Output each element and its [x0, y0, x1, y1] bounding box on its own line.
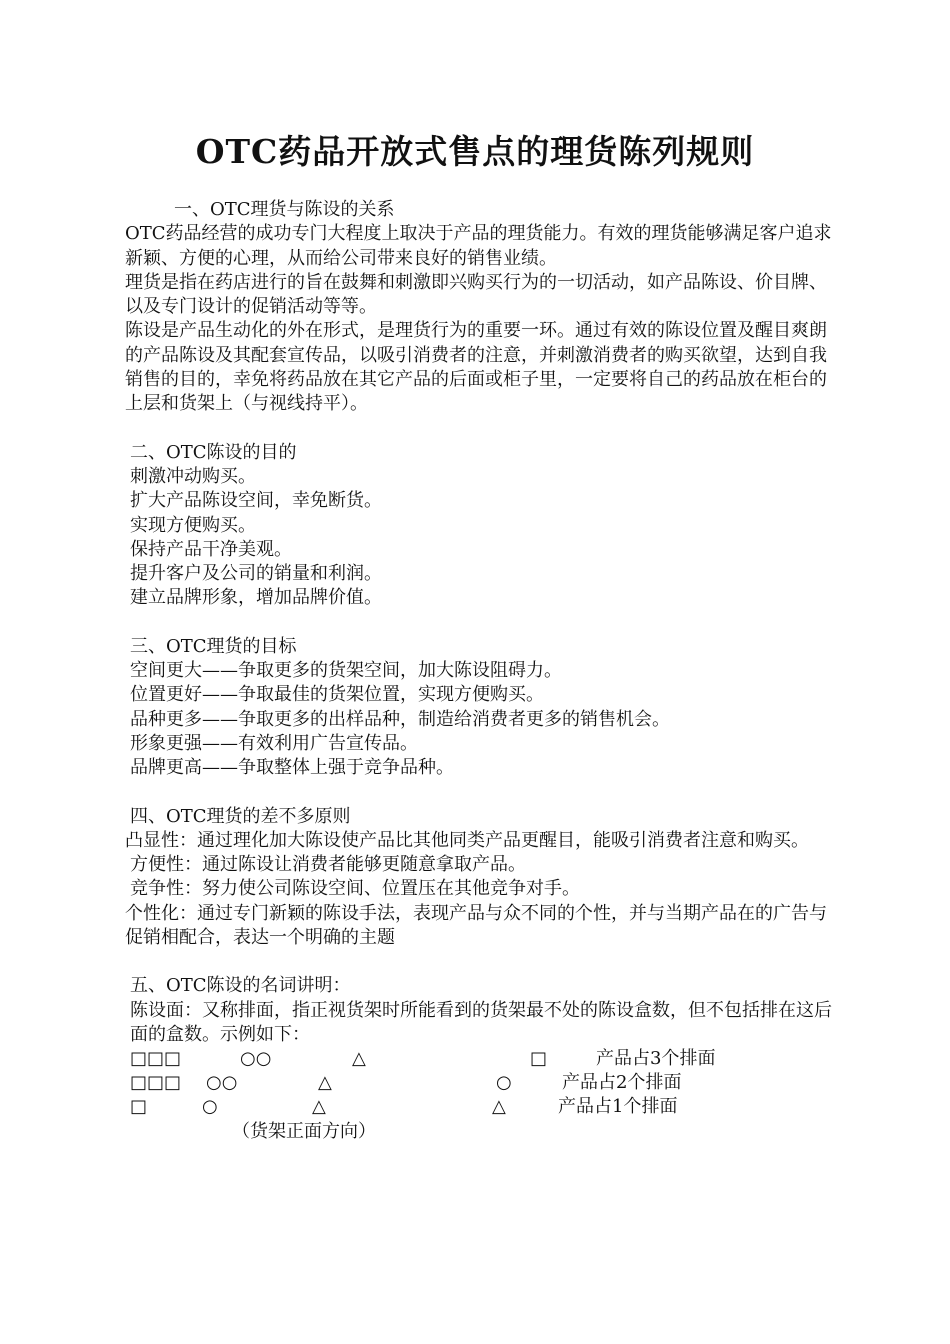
section-heading: 三、OTC理货的目标 [130, 635, 297, 657]
list-item: 陈设面：又称排面，指正视货架时所能看到的货架最不处的陈设盒数，但不包括排在这后面的盒数。示例如下： [130, 999, 832, 1045]
list-item: 实现方便购买。 [130, 514, 256, 536]
circle-symbols: ○○ [240, 1048, 272, 1070]
triangle-symbol: △ [318, 1072, 332, 1094]
circle-symbols: ○ [202, 1096, 218, 1118]
section-heading: 五、OTC陈设的名词讲明： [130, 975, 351, 997]
list-item: 提升客户及公司的销量和利润。 [130, 563, 382, 585]
diagram-row [130, 1071, 832, 1095]
triangle-symbol: △ [352, 1048, 366, 1070]
list-item: 空间更大——争取更多的货架空间，加大陈设阻碍力。 [130, 660, 562, 682]
list-item: 个性化：通过专门新颖的陈设手法，表现产品与众不同的个性，并与当期产品在的广告与促销相配合，表达一个明确的主题 [125, 902, 827, 949]
paragraph: 陈设是产品生动化的外在形式，是理货行为的重要一环。通过有效的陈设位置及醒目爽朗的产品陈设及其配套宣传品，以吸引消费者的注意，并刺激消费者的购买欲望，达到自我销售的目的，幸免将药品放在其它产品的后面或柜子里，一定要将自己的药品放在柜台的上层和货架上（与视线持平）。 [125, 320, 827, 415]
document-body [116, 198, 832, 1145]
list-item: 保持产品干净美观。 [130, 538, 292, 560]
facing-marker: ○ [496, 1072, 512, 1094]
paragraph: 理货是指在药店进行的旨在鼓舞和刺激即兴购买行为的一切活动，如产品陈设、价目牌、以及专门设计的促销活动等等。 [125, 271, 827, 318]
list-item: 位置更好——争取最佳的货架位置，实现方便购买。 [130, 684, 544, 706]
triangle-symbol: △ [312, 1096, 326, 1118]
facing-label: 产品占2个排面 [562, 1072, 682, 1094]
list-item: 竞争性：努力使公司陈设空间、位置压在其他竞争对手。 [130, 878, 580, 900]
facing-diagram [116, 1047, 832, 1145]
list-item: 建立品牌形象，增加品牌价值。 [130, 587, 382, 609]
list-item: 扩大产品陈设空间，幸免断货。 [130, 490, 382, 512]
diagram-row [130, 1095, 832, 1119]
facing-marker: □ [530, 1048, 548, 1070]
diagram-row [130, 1047, 832, 1071]
square-symbols: □ [130, 1096, 148, 1118]
circle-symbols: ○○ [206, 1072, 238, 1094]
list-item: 方便性：通过陈设让消费者能够更随意拿取产品。 [130, 854, 526, 876]
facing-marker: △ [492, 1096, 506, 1118]
section-heading: 四、OTC理货的差不多原则 [130, 805, 351, 827]
section-heading: 一、OTC理货与陈设的关系 [174, 199, 395, 220]
list-item: 凸显性：通过理化加大陈设使产品比其他同类产品更醒目，能吸引消费者注意和购买。 [125, 829, 809, 851]
section-heading: 二、OTC陈设的目的 [130, 441, 297, 463]
square-symbols: □□□ [130, 1072, 182, 1094]
diagram-caption: （货架正面方向） [232, 1121, 376, 1143]
square-symbols: □□□ [130, 1048, 182, 1070]
list-item: 品牌更高——争取整体上强于竞争品种。 [130, 757, 454, 779]
facing-label: 产品占1个排面 [558, 1096, 678, 1118]
document-title: OTC药品开放式售点的理货陈列规则 [195, 132, 755, 171]
paragraph: OTC药品经营的成功专门大程度上取决于产品的理货能力。有效的理货能够满足客户追求新颖、方便的心理，从而给公司带来良好的销售业绩。 [125, 223, 832, 269]
facing-label: 产品占3个排面 [596, 1048, 716, 1070]
list-item: 形象更强——有效利用广告宣传品。 [130, 732, 418, 754]
list-item: 刺激冲动购买。 [130, 465, 256, 487]
list-item: 品种更多——争取更多的出样品种，制造给消费者更多的销售机会。 [130, 708, 670, 730]
